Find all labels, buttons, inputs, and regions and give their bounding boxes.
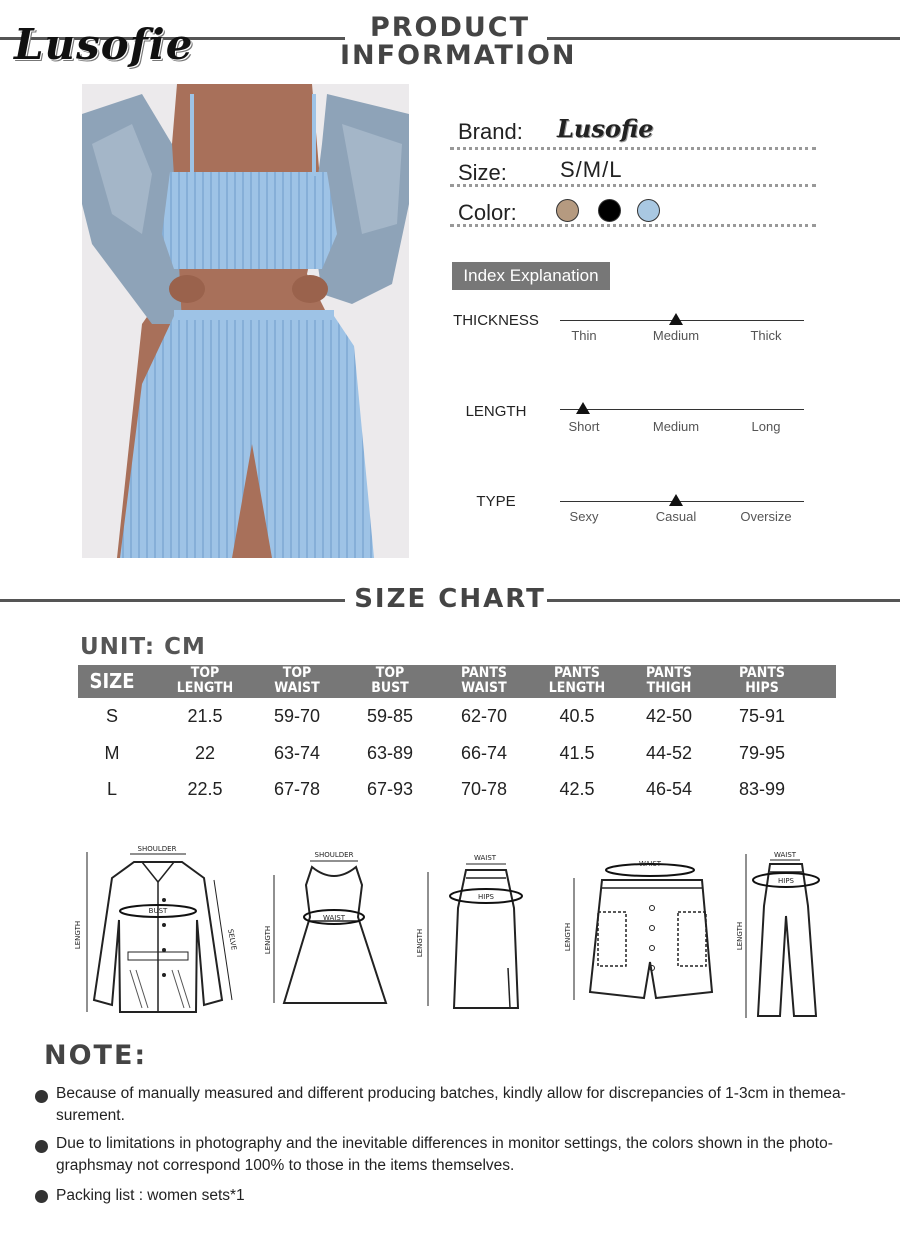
cell-pants-hips: 83-99 — [738, 779, 786, 799]
unit-label: UNIT: CM — [80, 634, 206, 660]
header-pants-hips — [722, 666, 803, 696]
cell-pants-length: 41.5 — [559, 743, 595, 763]
shorts-measurement-diagram — [560, 852, 720, 1002]
size-chart-rule-right — [547, 599, 900, 602]
color-label: Color: — [458, 200, 517, 225]
index-thickness-tick-1: Thin — [571, 328, 597, 343]
cell-top-waist: 67-78 — [273, 779, 321, 799]
index-thickness-marker — [669, 313, 683, 325]
header-rule-right — [547, 37, 900, 40]
header-text: WAIST — [274, 680, 320, 696]
index-thickness-tick-2: Medium — [652, 328, 700, 343]
header-text: LENGTH — [548, 680, 606, 696]
cell-pants-waist: 66-74 — [460, 743, 508, 763]
selve-label: SELVE — [226, 928, 238, 951]
header-top-waist — [257, 666, 338, 696]
length-label: LENGTH — [416, 928, 424, 958]
brand-label: Brand: — [458, 119, 523, 144]
index-length-marker — [576, 402, 590, 414]
note-item-colors: Due to limitations in photography and the inevitable differences in monitor settings, the colors shown in the photo- graphsmay not correspond 100% to those in the items themselves. — [56, 1135, 833, 1174]
cell-pants-thigh: 44-52 — [645, 743, 693, 763]
header-text: PANTS — [645, 665, 693, 681]
page-title-line2: INFORMATION — [340, 40, 577, 71]
hips-label: HIPS — [778, 877, 794, 885]
header-top-bust — [350, 666, 431, 696]
length-label: LENGTH — [74, 920, 82, 950]
index-thickness-tick-3: Thick — [750, 328, 782, 343]
cell-top-bust: 59-85 — [366, 706, 414, 726]
hips-label: HIPS — [478, 893, 494, 901]
color-swatch-khaki[interactable] — [556, 199, 579, 222]
header-text: LENGTH — [176, 680, 234, 696]
cell-top-waist: 59-70 — [273, 706, 321, 726]
size-label: Size: — [458, 160, 507, 185]
cell-pants-thigh: 46-54 — [645, 779, 693, 799]
cell-top-bust: 67-93 — [366, 779, 414, 799]
index-length-tick-2: Medium — [652, 419, 700, 434]
cell-top-length: 22.5 — [187, 779, 223, 799]
header-text: TOP — [282, 665, 312, 681]
header-text: PANTS — [553, 665, 601, 681]
length-label: LENGTH — [564, 922, 572, 952]
size-divider — [450, 184, 816, 187]
header-text: BUST — [371, 680, 409, 696]
index-type-marker — [669, 494, 683, 506]
cell-pants-thigh: 42-50 — [645, 706, 693, 726]
index-length-label: LENGTH — [465, 403, 527, 420]
color-swatch-light-blue[interactable] — [637, 199, 660, 222]
header-pants-length — [537, 666, 618, 696]
header-text: PANTS — [460, 665, 508, 681]
cell-pants-waist: 62-70 — [460, 706, 508, 726]
header-size-text: SIZE — [89, 669, 135, 693]
header-top-length — [165, 666, 246, 696]
note-bullet — [35, 1140, 48, 1153]
length-label: LENGTH — [264, 925, 272, 955]
brand-divider — [450, 147, 816, 150]
note-bullet — [35, 1190, 48, 1203]
index-thickness-label: THICKNESS — [453, 312, 539, 329]
note-item-packing: Packing list : women sets*1 — [56, 1187, 245, 1204]
index-length-tick-1: Short — [568, 419, 600, 434]
waist-label: WAIST — [322, 914, 346, 922]
cell-size: M — [104, 743, 120, 763]
cell-top-length: 21.5 — [187, 706, 223, 726]
index-type-tick-3: Oversize — [740, 509, 792, 524]
note-item-measurement: Because of manually measured and different producing batches, kindly allow for discrepancies of 1-3cm in themea- surement. — [56, 1085, 846, 1124]
index-type-tick-2: Casual — [655, 509, 697, 524]
shoulder-label: SHOULDER — [137, 845, 177, 853]
index-length-tick-3: Long — [751, 419, 781, 434]
header-pants-thigh — [629, 666, 710, 696]
size-value: S/M/L — [560, 157, 623, 182]
product-photo — [82, 84, 409, 558]
header-text: TOP — [375, 665, 405, 681]
index-type-tick-1: Sexy — [569, 509, 599, 524]
bust-label: BUST — [148, 907, 168, 915]
cell-pants-waist: 70-78 — [460, 779, 508, 799]
header-text: TOP — [190, 665, 220, 681]
brand-value-logo: Lusofie — [557, 114, 654, 143]
shoulder-label: SHOULDER — [314, 851, 354, 859]
note-title: NOTE: — [44, 1040, 148, 1071]
cell-top-waist: 63-74 — [273, 743, 321, 763]
index-type-label: TYPE — [476, 493, 516, 510]
cell-top-bust: 63-89 — [366, 743, 414, 763]
jacket-measurement-diagram — [72, 840, 242, 1020]
length-label: LENGTH — [736, 921, 744, 951]
header-text: THIGH — [646, 680, 692, 696]
color-divider — [450, 224, 816, 227]
waist-label: WAIST — [638, 860, 662, 868]
size-chart-rule-left — [0, 599, 345, 602]
page-title-line1: PRODUCT — [369, 12, 531, 43]
cell-pants-hips: 79-95 — [738, 743, 786, 763]
cell-pants-hips: 75-91 — [738, 706, 786, 726]
cell-top-length: 22 — [194, 743, 216, 763]
dress-measurement-diagram — [262, 845, 392, 1015]
waist-label: WAIST — [773, 851, 797, 859]
header-pants-waist — [444, 666, 525, 696]
header-text: PANTS — [738, 665, 786, 681]
cell-pants-length: 42.5 — [559, 779, 595, 799]
note-bullet — [35, 1090, 48, 1103]
cell-pants-length: 40.5 — [559, 706, 595, 726]
color-swatch-black[interactable] — [598, 199, 621, 222]
page-title — [340, 12, 577, 71]
index-explanation-badge: Index Explanation — [452, 262, 610, 290]
header-text: WAIST — [461, 680, 507, 696]
cell-size: L — [106, 779, 117, 799]
header-text: HIPS — [745, 680, 779, 696]
waist-label: WAIST — [473, 854, 497, 862]
size-chart-title: SIZE CHART — [354, 584, 546, 614]
cell-size: S — [105, 706, 118, 726]
pants-measurement-diagram — [730, 846, 830, 1026]
skirt-measurement-diagram — [410, 848, 535, 1013]
index-length-scale — [560, 409, 804, 410]
header-size — [72, 666, 153, 697]
brand-logo: Lusofie — [14, 20, 194, 69]
